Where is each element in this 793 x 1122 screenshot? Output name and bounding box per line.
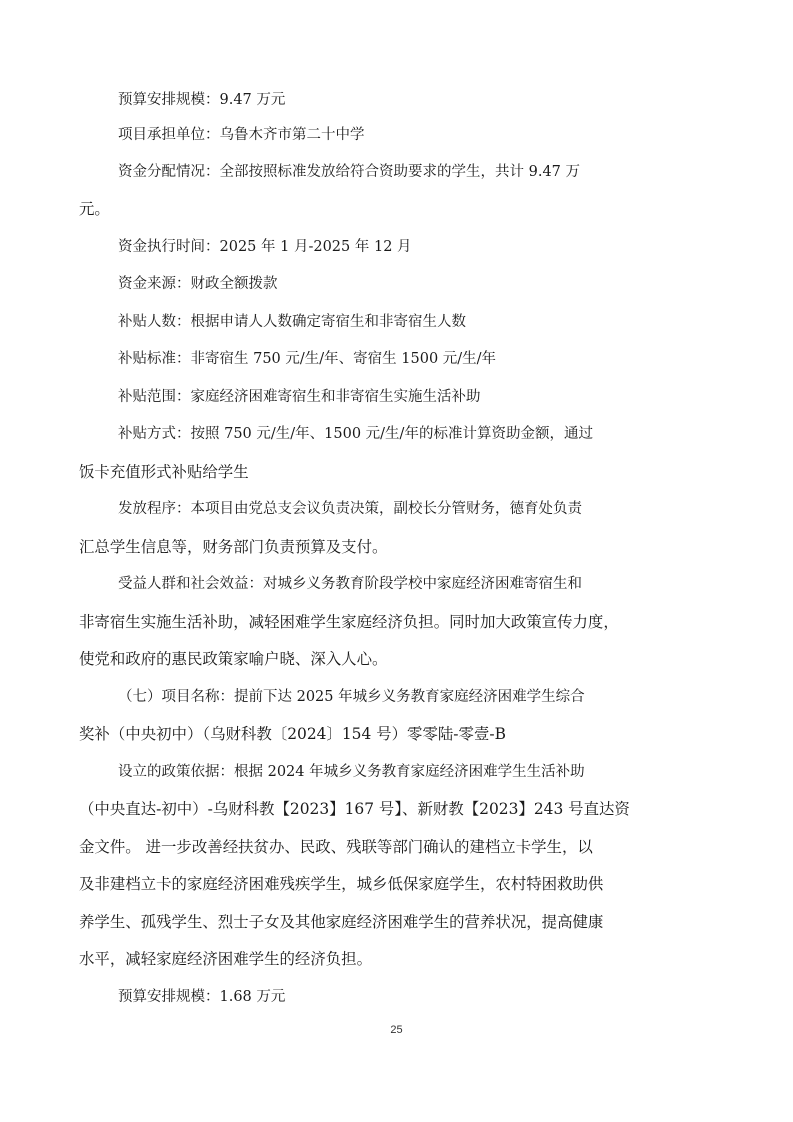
text-line: 非寄宿生实施生活补助，减轻困难学生家庭经济负担。同时加大政策宣传力度，: [79, 613, 619, 631]
text-line: 资金执行时间：2025 年 1 月-2025 年 12 月: [118, 239, 412, 255]
text-line: 发放程序：本项目由党总支会议负责决策，副校长分管财务，德育处负责: [118, 501, 582, 517]
text-line: （中央直达-初中）-乌财科教【2023】167 号】、新财教【2023】243 号直达资: [79, 800, 630, 818]
text-line: 汇总学生信息等，财务部门负责预算及支付。: [79, 538, 388, 556]
text-line: 补贴范围：家庭经济困难寄宿生和非寄宿生实施生活补助: [118, 389, 481, 405]
text-line: 养学生、孤残学生、烈士子女及其他家庭经济困难学生的营养状况，提高健康: [79, 913, 604, 931]
text-line: 预算安排规模：9.47 万元: [118, 92, 286, 108]
text-line: 饭卡充值形式补贴给学生: [79, 463, 249, 481]
text-line: 受益人群和社会效益：对城乡义务教育阶段学校中家庭经济困难寄宿生和: [118, 576, 582, 592]
text-line: 水平，减轻家庭经济困难学生的经济负担。: [79, 950, 373, 968]
text-line: 使党和政府的惠民政策家喻户晓、深入人心。: [79, 650, 388, 668]
text-line: 及非建档立卡的家庭经济困难残疾学生，城乡低保家庭学生，农村特困救助供: [79, 875, 604, 893]
text-line: 补贴标准：非寄宿生 750 元/生/年、寄宿生 1500 元/生/年: [118, 351, 497, 367]
text-line: 资金分配情况：全部按照标准发放给符合资助要求的学生，共计 9.47 万: [118, 164, 581, 180]
text-line: 金文件。 进一步改善经扶贫办、民政、残联等部门确认的建档立卡学生，以: [79, 838, 593, 856]
section-heading: （七）项目名称：提前下达 2025 年城乡义务教育家庭经济困难学生综合: [118, 689, 585, 705]
text-line: 资金来源：财政全额拨款: [118, 276, 278, 292]
text-line: 补贴人数：根据申请人人数确定寄宿生和非寄宿生人数: [118, 314, 466, 330]
section-heading: 奖补（中央初中）（乌财科教〔2024〕154 号）零零陆-零壹-B: [79, 725, 506, 743]
text-line: 项目承担单位：乌鲁木齐市第二十中学: [118, 127, 365, 143]
text-line: 元。: [79, 200, 110, 218]
text-line: 补贴方式：按照 750 元/生/年、1500 元/生/年的标准计算资助金额，通过: [118, 426, 593, 442]
text-line: 预算安排规模：1.68 万元: [118, 989, 286, 1005]
page-number: 25: [390, 1024, 403, 1036]
text-line: 设立的政策依据：根据 2024 年城乡义务教育家庭经济困难学生生活补助: [118, 764, 585, 780]
